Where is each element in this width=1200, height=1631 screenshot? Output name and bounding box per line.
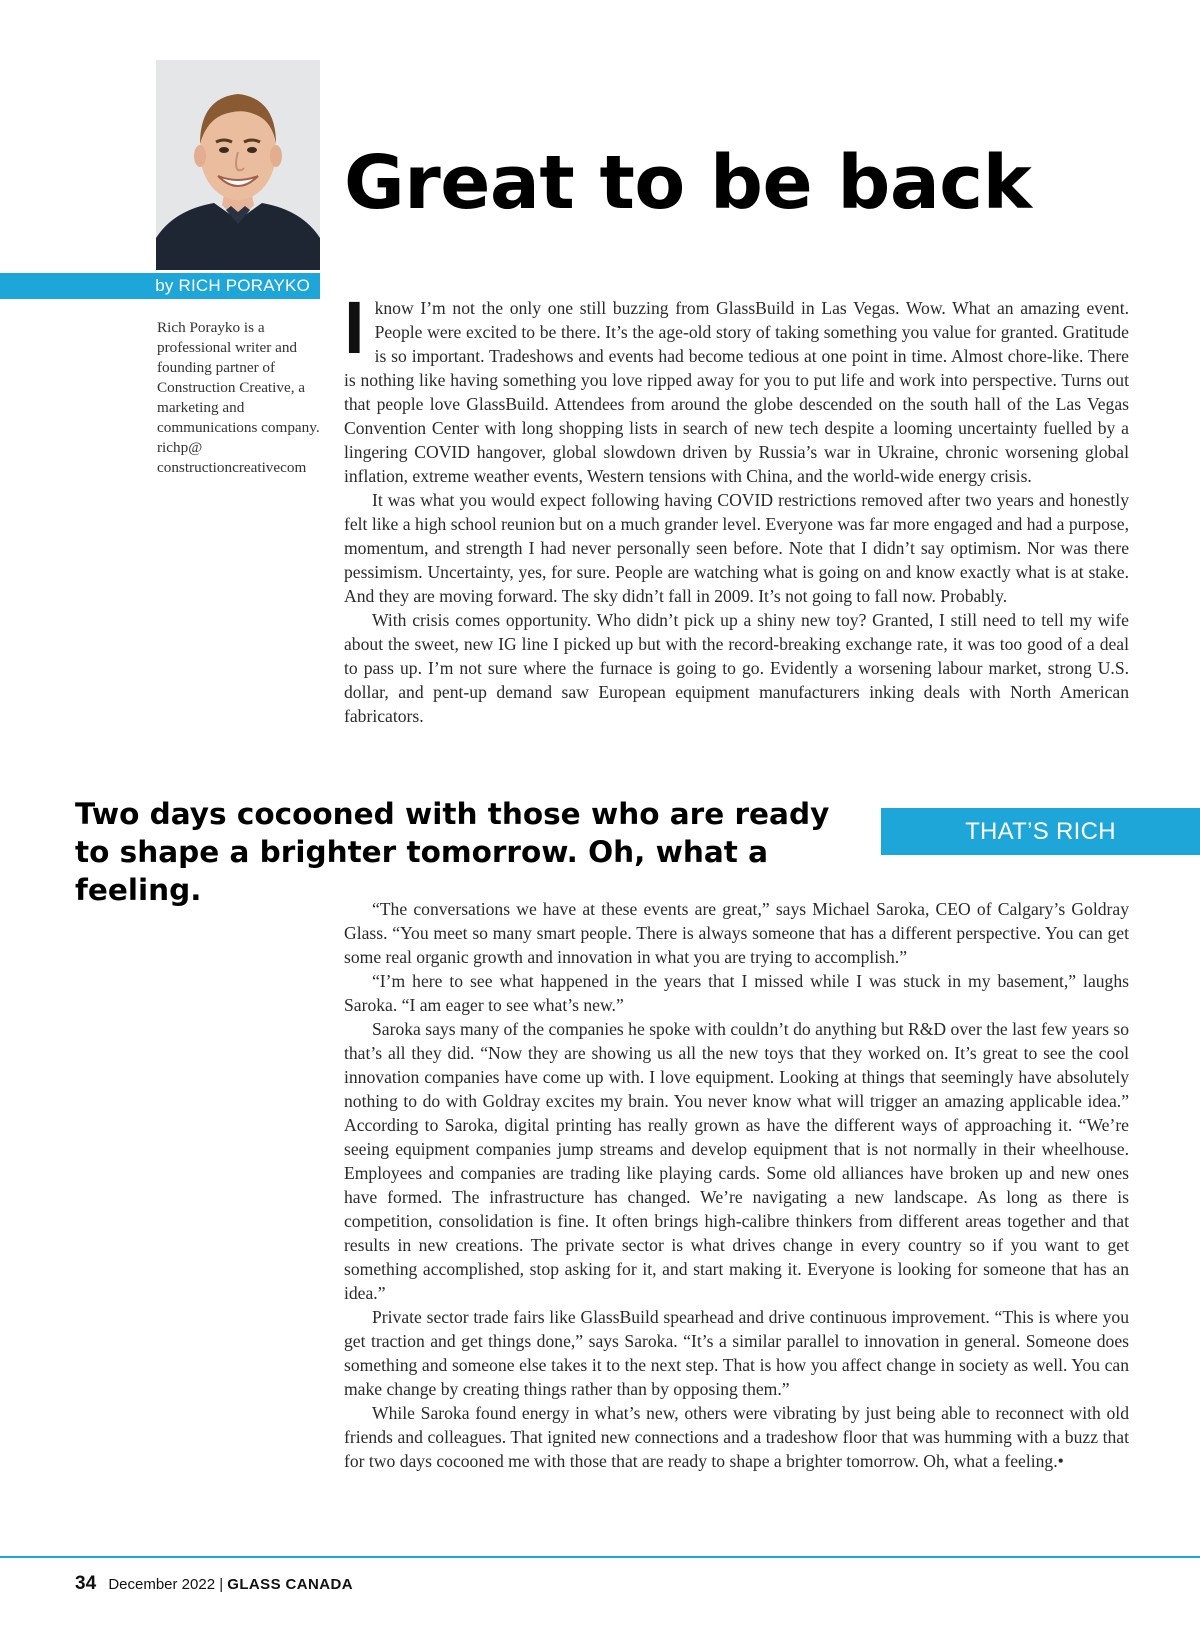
author-bio: Rich Porayko is a professional writer and founding partner of Construction Creative, a marketing and communications company. richp@ constructioncreativecom (157, 319, 320, 476)
paragraph-2: It was what you would expect following having COVID restrictions removed after two years and honestly felt like a high school reunion but on a much grander level. Everyone was far more engaged and had a purpose, momentum, and strength I had never personally seen before. Note that I didn’t say optimism. Nor was there pessimism. Uncertainty, yes, for sure. People are watching what is going on and know exactly what is at stake. And they are moving forward. The sky didn’t fall in 2009. It’s not going to fall now. Probably. (344, 490, 1129, 606)
paragraph-6: Saroka says many of the companies he spoke with couldn’t do anything but R&D over the last few years so that’s all they did. “Now they are showing us all the new toys that they worked on. It’s great to see the cool innovation companies have come up with. I love equipment. Looking at things that seemingly have absolutely nothing to do with Goldray excites my brain. You never know what will trigger an amazing applicable idea.” According to Saroka, digital printing has really grown as have the different ways of approaching it. “We’re seeing equipment companies jump streams and develop equipment that is not normally in their wheelhouse. Employees and companies are trading like playing cards. Some old alliances have broken up and new ones have formed. The infrastructure has changed. We’re navigating a new landscape. As long as there is competition, consolidation is fine. It often brings high-calibre thinkers from different areas together and that results in new creations. The private sector is what drives change in every country so if you want to get something accomplished, stop asking for it, and start making it. Everyone is looking for someone that has an idea.” (344, 1019, 1129, 1303)
footer-separator: | (219, 1576, 224, 1593)
column-tag (881, 808, 1200, 855)
paragraph-1-text: know I’m not the only one still buzzing from GlassBuild in Las Vegas. Wow. What an amazing event. People were excited to be there. It’s the age-old story of taking something you value for granted. Gratitude is so important. Tradeshows and events had become tedious at one point in time. Almost chore-like. There is nothing like having something you love ripped away for you to put life and work into perspective. Turns out that people love GlassBuild. Attendees from around the globe descended on the south hall of the Las Vegas Convention Center with long shopping lists in search of new tech despite a looming uncertainty fuelled by a lingering COVID hangover, global slowdown driven by Russia’s war in Ukraine, chronic worsening global inflation, extreme weather events, Western tensions with China, and the world-wide energy crisis. (344, 298, 1129, 486)
paragraph-4: “The conversations we have at these events are great,” says Michael Saroka, CEO of Calgary’s Goldray Glass. “You meet so many smart people. There is always someone that has a different perspective. You can get some real organic growth and innovation in what you are trying to accomplish.” (344, 899, 1129, 967)
page-number: 34 (75, 1573, 97, 1594)
drop-cap: I (344, 286, 365, 369)
column-tag-label: THAT’S RICH (965, 817, 1116, 845)
paragraph-7: Private sector trade fairs like GlassBuild spearhead and drive continuous improvement. “This is where you get traction and get things done,” says Saroka. “It’s a similar parallel to innovation in general. Someone does something and someone else takes it to the next step. That is how you affect change in society as well. You can make change by creating things rather than by opposing them.” (344, 1307, 1129, 1399)
issue-date: December 2022 (108, 1576, 216, 1593)
article-body-top (344, 286, 1129, 728)
paragraph-3: With crisis comes opportunity. Who didn’t pick up a shiny new toy? Granted, I still need to tell my wife about the sweet, new IG line I picked up but with the record-breaking exchange rate, it was too good of a deal to pass up. I’m not sure where the furnace is going to go. Evidently a worsening labour market, strong U.S. dollar, and pent-up demand saw European equipment manufacturers inking deals with North American fabricators. (344, 610, 1129, 726)
paragraph-1 (344, 286, 1129, 488)
byline: by RICH PORAYKO (155, 276, 310, 295)
paragraph-5: “I’m here to see what happened in the years that I missed while I was stuck in my basement,” laughs Saroka. “I am eager to see what’s new.” (344, 971, 1129, 1015)
paragraph-8: While Saroka found energy in what’s new, others were vibrating by just being able to reconnect with old friends and colleagues. That ignited new connections and a tradeshow floor that was humming with a buzz that for two days cocooned me with those that are ready to shape a brighter tomorrow. Oh, what a feeling.• (344, 1403, 1129, 1471)
article-body-bottom (344, 897, 1129, 1473)
page-footer (75, 1573, 353, 1595)
headline: Great to be back (344, 140, 1032, 226)
pull-quote: Two days cocooned with those who are ready to shape a brighter tomorrow. Oh, what a feeling. (75, 797, 830, 907)
magazine-name: GLASS CANADA (227, 1576, 353, 1593)
author-photo (156, 60, 320, 270)
footer-rule (0, 1556, 1200, 1558)
byline-bar (0, 273, 320, 299)
